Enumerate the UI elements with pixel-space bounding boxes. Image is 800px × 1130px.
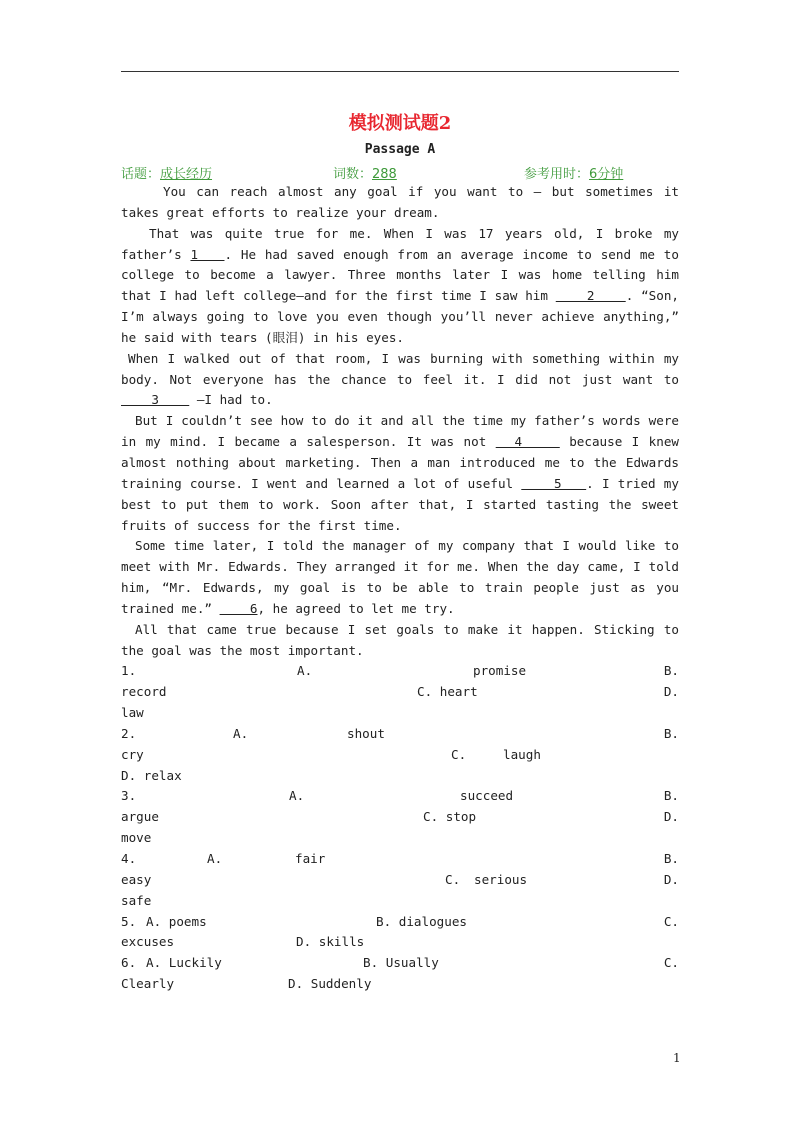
question-3-cont [121,807,679,828]
time-label: 参考用时： [524,167,590,182]
question-3 [121,786,679,807]
paragraph [121,411,679,536]
time-value: 6分钟 [589,167,624,182]
question-number: 1. [121,663,137,679]
question-1-cont [121,682,679,703]
passage-label: Passage A [364,142,436,157]
option-a-text: fair [295,851,326,866]
paragraph-text: But I couldn’t see how to do it and all the time my father’s words were in my mind. I became a salesperson. It was not [121,413,679,450]
topic-label: 话题： [121,167,161,182]
option-b-letter: B. [663,725,679,741]
option-d: D. skills [296,934,365,950]
question-6-cont [121,974,679,995]
option-c: C. heart [417,684,478,700]
question-6 [121,953,679,974]
paragraph-text: . “Son, I’m always going to love you even though you’ll never achieve anything,” he said with tears (眼泪) in his eyes. [121,288,679,345]
option-b-letter: B. [663,663,679,679]
paragraph-text: That was quite true for me. When I was 17 years old, I broke my father’s [121,225,679,262]
option-a-text: promise [473,663,527,679]
paragraph-text: , he agreed to let me try. [257,600,455,616]
option-b: B. Usually [363,955,439,971]
paragraph-text: because I knew almost nothing about marketing. Then a man introduced me to the Edwards training course. I went and learned a lot of useful [121,434,680,491]
blank-4: 4 [495,434,560,450]
blank-3: 3 [121,392,190,408]
page-number: 1 [673,1051,681,1065]
meta-topic [121,163,212,182]
option-c: C. stop [423,809,477,825]
option-d-text: safe [121,892,152,908]
question-number: 5. [121,913,137,929]
question-2 [121,724,679,745]
option-b-text: record [121,684,167,700]
question-number: 3. [121,788,137,804]
option-c-letter: C. [451,746,467,762]
option-d-text: move [121,830,152,846]
paragraph: All that came true because I set goals to make it happen. Sticking to the goal was the most important. [121,621,679,658]
option-c-text: serious [474,871,528,887]
blank-1: 1 [190,246,225,262]
option-d-letter: D. [663,684,679,700]
option-d-letter: D. [663,871,679,887]
option-b-letter: B. [663,788,679,804]
question-2-cont [121,745,679,766]
header-rule [121,71,679,72]
paragraph: You can reach almost any goal if you want to — but sometimes it takes great efforts to realize your dream. [121,184,679,220]
question-5 [121,912,679,933]
option-d-letter: D. [663,809,679,825]
question-4 [121,849,679,870]
paragraph-text: —I had to. [189,392,273,408]
option-a: A. Luckily [146,955,222,971]
question-5-cont [121,932,679,953]
words-value: 288 [372,167,397,182]
paragraph-text: . I tried my best to put them to work. Soon after that, I started tasting the sweet fruits of success for the first time. [121,475,679,533]
option-c-text: Clearly [121,976,175,992]
option-b-text: cry [121,746,144,762]
words-label: 词数： [333,167,373,182]
question-number: 4. [121,851,137,866]
option-a-letter: A. [233,725,249,741]
page-title: 模拟测试题2 [348,113,452,134]
option-a-text: succeed [460,788,514,804]
passage-body [121,182,679,995]
blank-5: 5 [521,475,587,491]
paragraph [121,224,679,349]
paragraph-text: Some time later, I told the manager of my company that I would like to meet with Mr. Edwards. They arranged it for me. When the day came, I told him, “Mr. Edwards, my goal is to be able to train people just as you trained me.” [121,538,679,616]
option-c-text: excuses [121,934,175,950]
option-a-text: shout [347,725,385,741]
option-a-letter: A. [289,788,305,804]
option-c-letter: C. [445,871,461,887]
blank-6: 6 [219,600,258,616]
paragraph [121,349,679,412]
paragraph-text: . He had saved enough from an average income to send me to college to become a lawyer. Three months later I was home telling him that I had left college—and for the first time I saw him [121,246,679,304]
question-1 [121,661,679,682]
option-b-letter: B. [663,851,679,866]
meta-words [333,163,397,182]
option-a-letter: A. [297,663,313,679]
paragraph-text: When I walked out of that room, I was burning with something within my body. Not everyone has the chance to feel it. I did not just want to [121,350,679,387]
question-number: 2. [121,725,137,741]
option-d-text: law [121,705,144,721]
option-d: D. Suddenly [288,976,372,992]
option-c-letter: C. [663,955,679,971]
option-d: D. relax [121,767,182,783]
blank-2: 2 [555,288,626,304]
option-b-text: argue [121,809,159,825]
option-c-letter: C. [663,913,679,929]
option-b-text: easy [121,871,152,887]
option-a-letter: A. [207,851,223,866]
topic-value: 成长经历 [160,167,213,182]
option-c-text: laugh [503,746,541,762]
meta-time [524,163,623,182]
option-b: B. dialogues [376,913,467,929]
option-a: A. poems [146,913,207,929]
paragraph [121,536,679,619]
question-4-cont [121,870,679,891]
question-number: 6. [121,955,137,971]
